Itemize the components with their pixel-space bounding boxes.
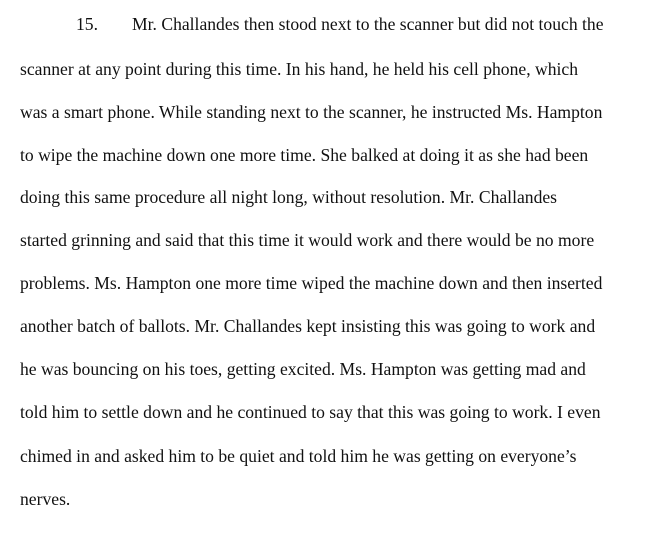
- text-line: nerves.: [20, 489, 71, 509]
- text-line: he was bouncing on his toes, getting excited. Ms. Hampton was getting mad and: [20, 359, 586, 379]
- text-line: chimed in and asked him to be quiet and told him he was getting on everyone’s: [20, 446, 577, 466]
- text-line: scanner at any point during this time. In his hand, he held his cell phone, which: [20, 59, 578, 79]
- text-line: to wipe the machine down one more time. She balked at doing it as she had been: [20, 145, 589, 165]
- paragraph-number: 15.: [76, 14, 98, 34]
- text-line: Mr. Challandes then stood next to the scanner but did not touch the: [132, 14, 604, 34]
- text-line: was a smart phone. While standing next to the scanner, he instructed Ms. Hampton: [20, 102, 603, 122]
- paragraph-first-line: [76, 12, 661, 36]
- text-line: another batch of ballots. Mr. Challandes kept insisting this was going to work and: [20, 316, 596, 336]
- text-line: doing this same procedure all night long, without resolution. Mr. Challandes: [20, 187, 558, 207]
- text-line: started grinning and said that this time it would work and there would be no more: [20, 230, 595, 250]
- text-line: problems. Ms. Hampton one more time wiped the machine down and then inserted: [20, 273, 603, 293]
- text-line: told him to settle down and he continued to say that this was going to work. I even: [20, 402, 601, 422]
